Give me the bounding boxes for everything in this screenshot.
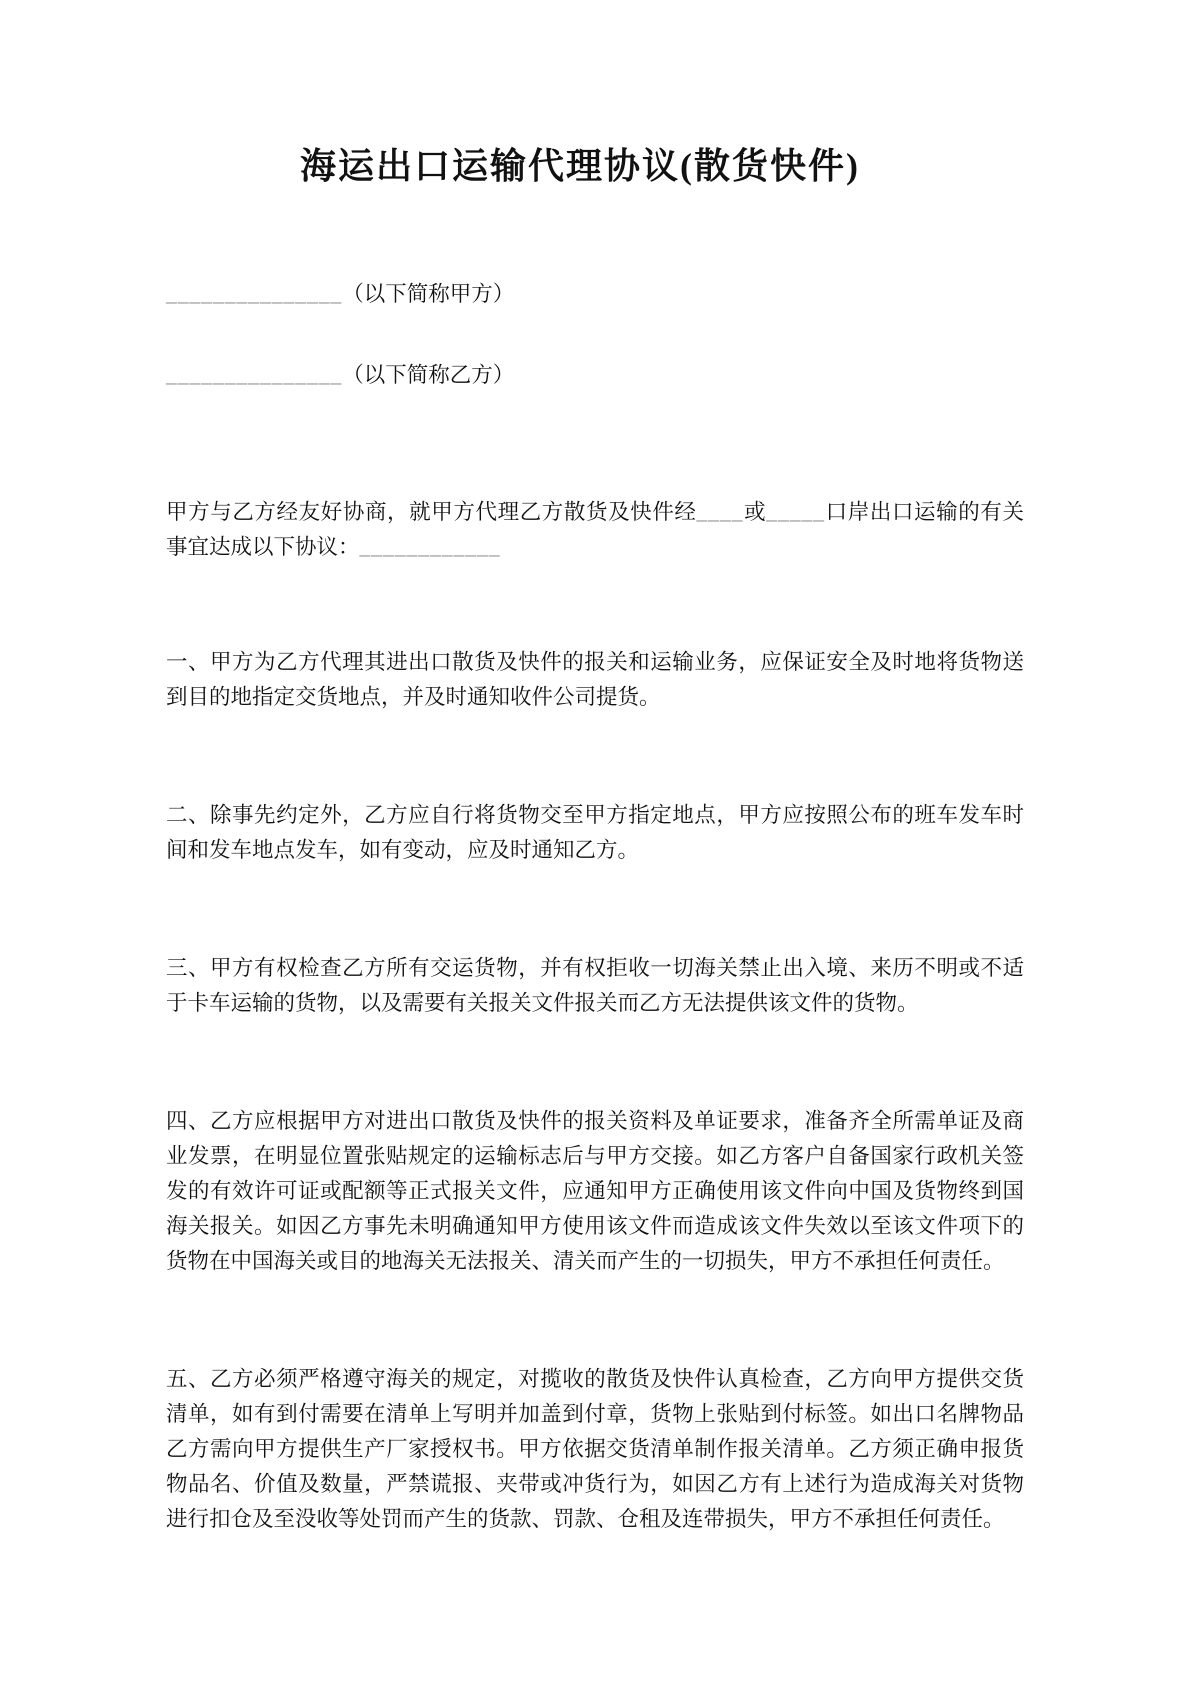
clause-paragraph-5: 五、乙方必须严格遵守海关的规定，对揽收的散货及快件认真检查，乙方向甲方提供交货清单，如有到付需要在清单上写明并加盖到付章，货物上张贴到付标签。如出口名牌物品乙方需向甲方提供生产厂家授权书。甲方依据交货清单制作报关清单。乙方须正确申报货物品名、价值及数量，严禁谎报、夹带或冲货行为，如因乙方有上述行为造成海关对货物进行扣仓及至没收等处罚而产生的货款、罚款、仓租及连带损失，甲方不承担任何责任。 [166,1366,1024,1531]
page-title: 海运出口运输代理协议(散货快件) [300,146,860,186]
intro-blank-agreement: ____________ [359,534,501,559]
party-b-line [166,358,1024,393]
intro-text-1: 甲方与乙方经友好协商，就甲方代理乙方散货及快件经 [166,499,697,524]
party-a-line [166,277,1024,312]
party-a-blank-line: _______________ [166,281,343,306]
clause-paragraph-3: 三、甲方有权检查乙方所有交运货物，并有权拒收一切海关禁止出入境、来历不明或不适于卡车运输的货物，以及需要有关报关文件报关而乙方无法提供该文件的货物。 [166,955,1024,1015]
intro-text-3: 口岸出口运输的有关事宜达成以下协议： [166,499,1024,559]
party-b-blank-line: _______________ [166,362,343,387]
clause-paragraph-2: 二、除事先约定外，乙方应自行将货物交至甲方指定地点，甲方应按照公布的班车发车时间和发车地点发车，如有变动，应及时通知乙方。 [166,802,1024,862]
intro-paragraph [166,495,1024,565]
intro-text-2: 或 [743,499,767,524]
intro-blank-port-2: _____ [766,499,826,524]
party-b-label: （以下简称乙方） [342,362,515,387]
intro-blank-port-1: ____ [696,499,744,524]
clause-paragraph-4: 四、乙方应根据甲方对进出口散货及快件的报关资料及单证要求，准备齐全所需单证及商业发票，在明显位置张贴规定的运输标志后与甲方交接。如乙方客户自备国家行政机关签发的有效许可证或配额等正式报关文件，应通知甲方正确使用该文件向中国及货物终到国海关报关。如因乙方事先未明确通知甲方使用该文件而造成该文件失效以至该文件项下的货物在中国海关或目的地海关无法报关、清关而产生的一切损失，甲方不承担任何责任。 [166,1108,1024,1273]
clause-paragraph-1: 一、甲方为乙方代理其进出口散货及快件的报关和运输业务，应保证安全及时地将货物送到目的地指定交货地点，并及时通知收件公司提货。 [166,649,1024,709]
party-a-label: （以下简称甲方） [342,281,515,306]
